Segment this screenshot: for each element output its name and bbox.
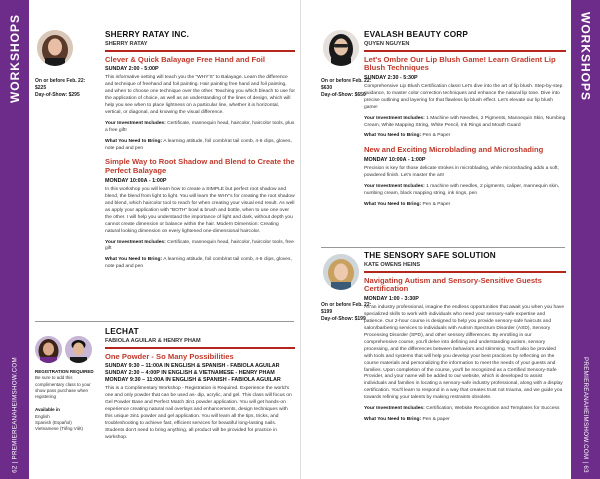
investment-includes: Your Investment Includes: 1 machine with needles, 2 pigments, caliper, mannequin skin, numbing cream, black mapping string, ink rings, pen	[364, 183, 560, 196]
presenter-name: KATE OWENS HEINS	[364, 262, 421, 268]
price-day: Day-of-Show: $295	[35, 91, 80, 98]
class-title: Navigating Autism and Sensory-Sensitive Guests Certification	[364, 275, 542, 294]
portrait-icon	[323, 30, 359, 66]
portrait-icon	[37, 30, 73, 66]
price-day: Day-of-Show: $650	[321, 91, 366, 98]
what-to-bring: What You Need to Bring: A learning attitude, foil comb/rat tail comb, 4-6 clips, gloves, note pad and pen	[105, 138, 292, 151]
class-title: Simple Way to Root Shadow and Blend to Create the Perfect Balayage	[105, 157, 295, 176]
portrait-icon	[35, 336, 62, 363]
price-early: On or before Feb. 22: $199	[321, 302, 372, 315]
divider	[105, 50, 295, 52]
divider	[364, 271, 566, 273]
vendor-block-lechat	[105, 327, 295, 442]
presenter-photo-quyen	[323, 30, 359, 66]
vendor-block-evalash	[364, 30, 566, 209]
right-side-title: WORKSHOPS	[578, 12, 593, 102]
presenter-photo-henry	[65, 336, 92, 363]
class-title: New and Exciting Microblading and Microshading	[364, 145, 544, 155]
vendor-name: THE SENSORY SAFE SOLUTION	[364, 251, 496, 260]
presenter-name: SHERRY RATAY	[105, 41, 148, 47]
class-description: As an industry professional, imagine the endless opportunities that await you when you have specialized skills to work with individuals who need your sensory-safe expertise and patience. Our 2-hour course is designed to help you provide sensory-safe haircuts and salon/barbering services to individuals with Autism Spectrum Disorder (ASD), Sensory Processing Disorder (SPD), and other sensory differences. By enrolling in our comprehensive course, you'll delve into defining and understanding autism, sensory processing, and the differences between behaviors and stimming. You'll also be provided with tools and systems that will help you develop your best practices by reflecting on the course materials and personalizing the information to meet the needs of your guests and families. Upon completion of the course, you'll be recognized as a Certified Sensory-Safe Provider, and your name will be added to our website, which is developed to assist individuals and families in locating a sensory-safe industry professional, along with a display certification. You'll learn to respond in a way that creates trust not trauma, and we guide you towards refining your talents by making restraints obsolete.	[364, 304, 565, 401]
class-title: One Powder - So Many Possibilities	[105, 351, 234, 361]
presenter-photo-fabiola	[35, 336, 62, 363]
class-description: This is a Complimentary Workshop - Registration is Required. Experience the world's one and only powder that can be used as- dip, acrylic, and gel. This class will focus on Gel Powder Base and Perfect Match 3in1 powder application. You will get hands-on experience creating natural nail overlays and enhancements, design techniques with this unique 3in1 powder and gel application. You will learn all the tips, tricks, and troubleshooting to achieve fast, efficient services for beautiful long-lasting nails. Students don't need to bring anything, all product will be provided for practice in workshop.	[105, 386, 292, 440]
left-side-title: WORKSHOPS	[7, 14, 22, 104]
presenter-photo-sherry	[37, 30, 73, 66]
class-description: In this workshop you will learn how to create a SIMPLE but perfect root shadow and blend, the blend from light to light. You will learn the WHY's for creating the root shadow and blend, which haircolor tool to reach for when creating your visual end result. As well as apply your application with “BOTH” bowl & brush and bottle, when to use one over the other. I will help you understand the importance of light and dark, without depth you cannot create dimension or balance within the hair. Modern Dimension: Creating natural looking dimension on every lightened one-dimensional haircolor.	[105, 186, 295, 234]
divider	[364, 50, 566, 52]
right-page	[300, 0, 571, 479]
available-label: Available in	[35, 407, 60, 413]
price-day: Day-of-Show: $199	[321, 315, 366, 322]
registration-label: REGISTRATION REQUIRED	[35, 369, 94, 374]
section-divider	[321, 247, 565, 248]
divider	[105, 347, 295, 349]
right-page-footer: PREMIEREANAHEIMSHOW.COM | 63	[582, 357, 589, 473]
presenter-name: QUYEN NGUYEN	[364, 41, 410, 47]
investment-includes: Your Investment Includes: Certificate, mannequin head, haircolor, haircolor tools, plus a free gift!	[105, 120, 295, 133]
pricing-sherry	[35, 78, 97, 98]
vendor-name: EVALASH BEAUTY CORP	[364, 30, 469, 39]
class-time: SUNDAY 9:30 – 11:00A IN ENGLISH & SPANISH - FABIOLA AGUILAR	[105, 363, 280, 370]
left-side-bar	[0, 0, 29, 479]
what-to-bring: What You Need to Bring: Pen & Paper	[364, 201, 451, 207]
class-title: Clever & Quick Balayage Free Hand and Foil	[105, 54, 265, 64]
presenter-photo-kate	[323, 254, 359, 290]
class-description: This informative setting will teach you the “WHY'S” to Balayage. Learn the difference and technique of freehand and foil painting. Hair painting free hand and foil painting, and when to choose one technique over the other. Teaching you which bleach to use for the application of choice, as well as an understanding of the lines of design, which will help you see when to place lightness on a particular line, whether it is horizontal, vertical, or diagonal, and knowing the visual difference.	[105, 75, 295, 115]
investment-includes: Your Investment Includes: 1 Machine with Needles, 2 Pigments, Mannequin Skin, Numbing Cream, White Mapping String, White Pencil, Ink Rings and Mouth Guard	[364, 115, 566, 128]
class-title: Let's Ombre Our Lip Blush Game! Learn Gradient Lip Blush Techniques	[364, 54, 556, 73]
price-early: On or before Feb. 22: $630	[321, 78, 372, 91]
investment-includes: Your Investment Includes: Certification, Website Recognition and Templates for Success	[364, 406, 560, 412]
registration-note	[35, 369, 99, 433]
language-item: Spanish (Español)	[35, 420, 72, 426]
registration-text: Be sure to add this complimentary class to your show pass purchase when registering	[35, 375, 91, 400]
class-time: SUNDAY 2:30 - 5:30P	[364, 74, 418, 81]
what-to-bring: What You Need to Bring: Pen & paper	[364, 417, 450, 423]
vendor-block-sensory	[364, 251, 566, 424]
left-page-footer: 62 | PREMIEREANAHEIMSHOW.COM	[11, 357, 18, 473]
vendor-name: SHERRY RATAY INC.	[105, 30, 190, 39]
language-item: English	[35, 413, 50, 419]
class-time: MONDAY 10:00A - 1:00P	[364, 157, 426, 164]
left-page	[29, 0, 300, 479]
investment-includes: Your Investment Includes: Certificate, mannequin head, haircolor, haircolor tools, free gift	[105, 239, 294, 252]
presenter-name: FABIOLA AGUILAR & HENRY PHAM	[105, 338, 201, 344]
class-time: SUNDAY 2:30 – 4:00P IN ENGLISH & VIETNAMESE - HENRY PHAM	[105, 370, 275, 377]
vendor-name: LECHAT	[105, 327, 139, 336]
right-side-bar	[571, 0, 600, 479]
portrait-icon	[65, 336, 92, 363]
vendor-block-sherry	[105, 30, 295, 271]
class-time: MONDAY 10:00A - 1:00P	[105, 177, 167, 184]
class-time: MONDAY 1:00 - 3:30P	[364, 295, 419, 302]
section-divider	[35, 321, 294, 322]
class-time: MONDAY 9:30 – 11:00A IN ENGLISH & SPANISH - FABIOLA AGUILAR	[105, 377, 281, 384]
price-early: On or before Feb. 22: $225	[35, 78, 86, 91]
language-item: Vietnamese (Tiếng Việt)	[35, 426, 83, 432]
class-description: Precision is key for those delicate strokes in microblading, while microshading adds a soft, powdered finish. Let's master the art!	[364, 166, 559, 179]
class-description: Comprehensive Lip Blush Certification class! Let's dive into the art of lip blush. Step-by-step guidance, to master color correction techniques and enhance the natural lip tone. Dive into precise outlining and layering for that flawless lip blush effect. Let's elevate our lip blush game!	[364, 83, 563, 110]
what-to-bring: What You Need to Bring: Pen & Paper	[364, 133, 451, 139]
class-time: SUNDAY 2:00 - 5:00P	[105, 66, 159, 73]
portrait-icon	[323, 254, 359, 290]
what-to-bring: What You Need to Bring: A learning attitude, foil comb/rat tail comb, 4-6 clips, gloves, note pad and pen	[105, 257, 292, 270]
